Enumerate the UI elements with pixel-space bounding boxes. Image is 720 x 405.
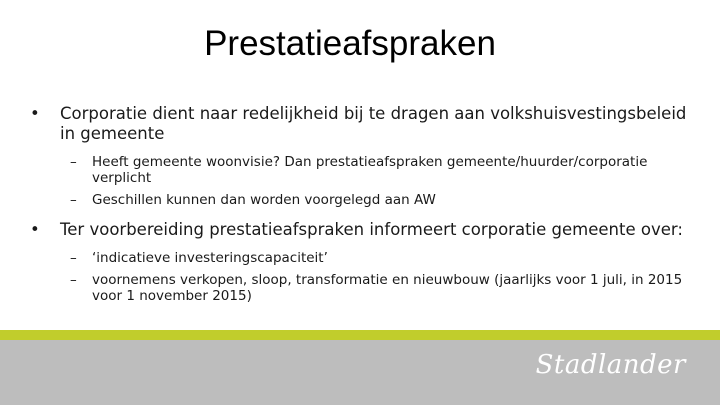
sub-text: ‘indicatieve investeringscapaciteit’: [92, 250, 328, 266]
sub-text: Geschillen kunnen dan worden voorgelegd aan AW: [92, 192, 436, 208]
footer-accent-line: [0, 330, 720, 340]
brand-logo: Stadlander: [535, 350, 686, 380]
sub-text: voornemens verkopen, sloop, transformatie en nieuwbouw (jaarlijks voor 1 juli, in 2015 voor 1 november 2015): [92, 272, 683, 304]
bullet-dot-icon: •: [30, 104, 40, 123]
dash-icon: –: [70, 154, 77, 170]
sub-item: [70, 272, 690, 304]
sub-list: [70, 250, 690, 304]
dash-icon: –: [70, 272, 77, 288]
dash-icon: –: [70, 192, 77, 208]
sub-item: [70, 154, 690, 186]
sub-item: [70, 192, 690, 208]
bullet-text: Corporatie dient naar redelijkheid bij te dragen aan volkshuisvestingsbeleid in gemeente: [60, 104, 687, 143]
sub-text: Heeft gemeente woonvisie? Dan prestatieafspraken gemeente/huurder/corporatie verplicht: [92, 154, 648, 186]
bullet-item: [30, 220, 690, 240]
bullet-dot-icon: •: [30, 220, 40, 239]
bullet-text: Ter voorbereiding prestatieafspraken informeert corporatie gemeente over:: [60, 220, 683, 239]
sub-list: [70, 154, 690, 208]
sub-item: [70, 250, 690, 266]
bullet-item: [30, 104, 690, 144]
slide-content: [30, 104, 690, 316]
dash-icon: –: [70, 250, 77, 266]
slide-title: Prestatieafspraken: [204, 24, 496, 63]
